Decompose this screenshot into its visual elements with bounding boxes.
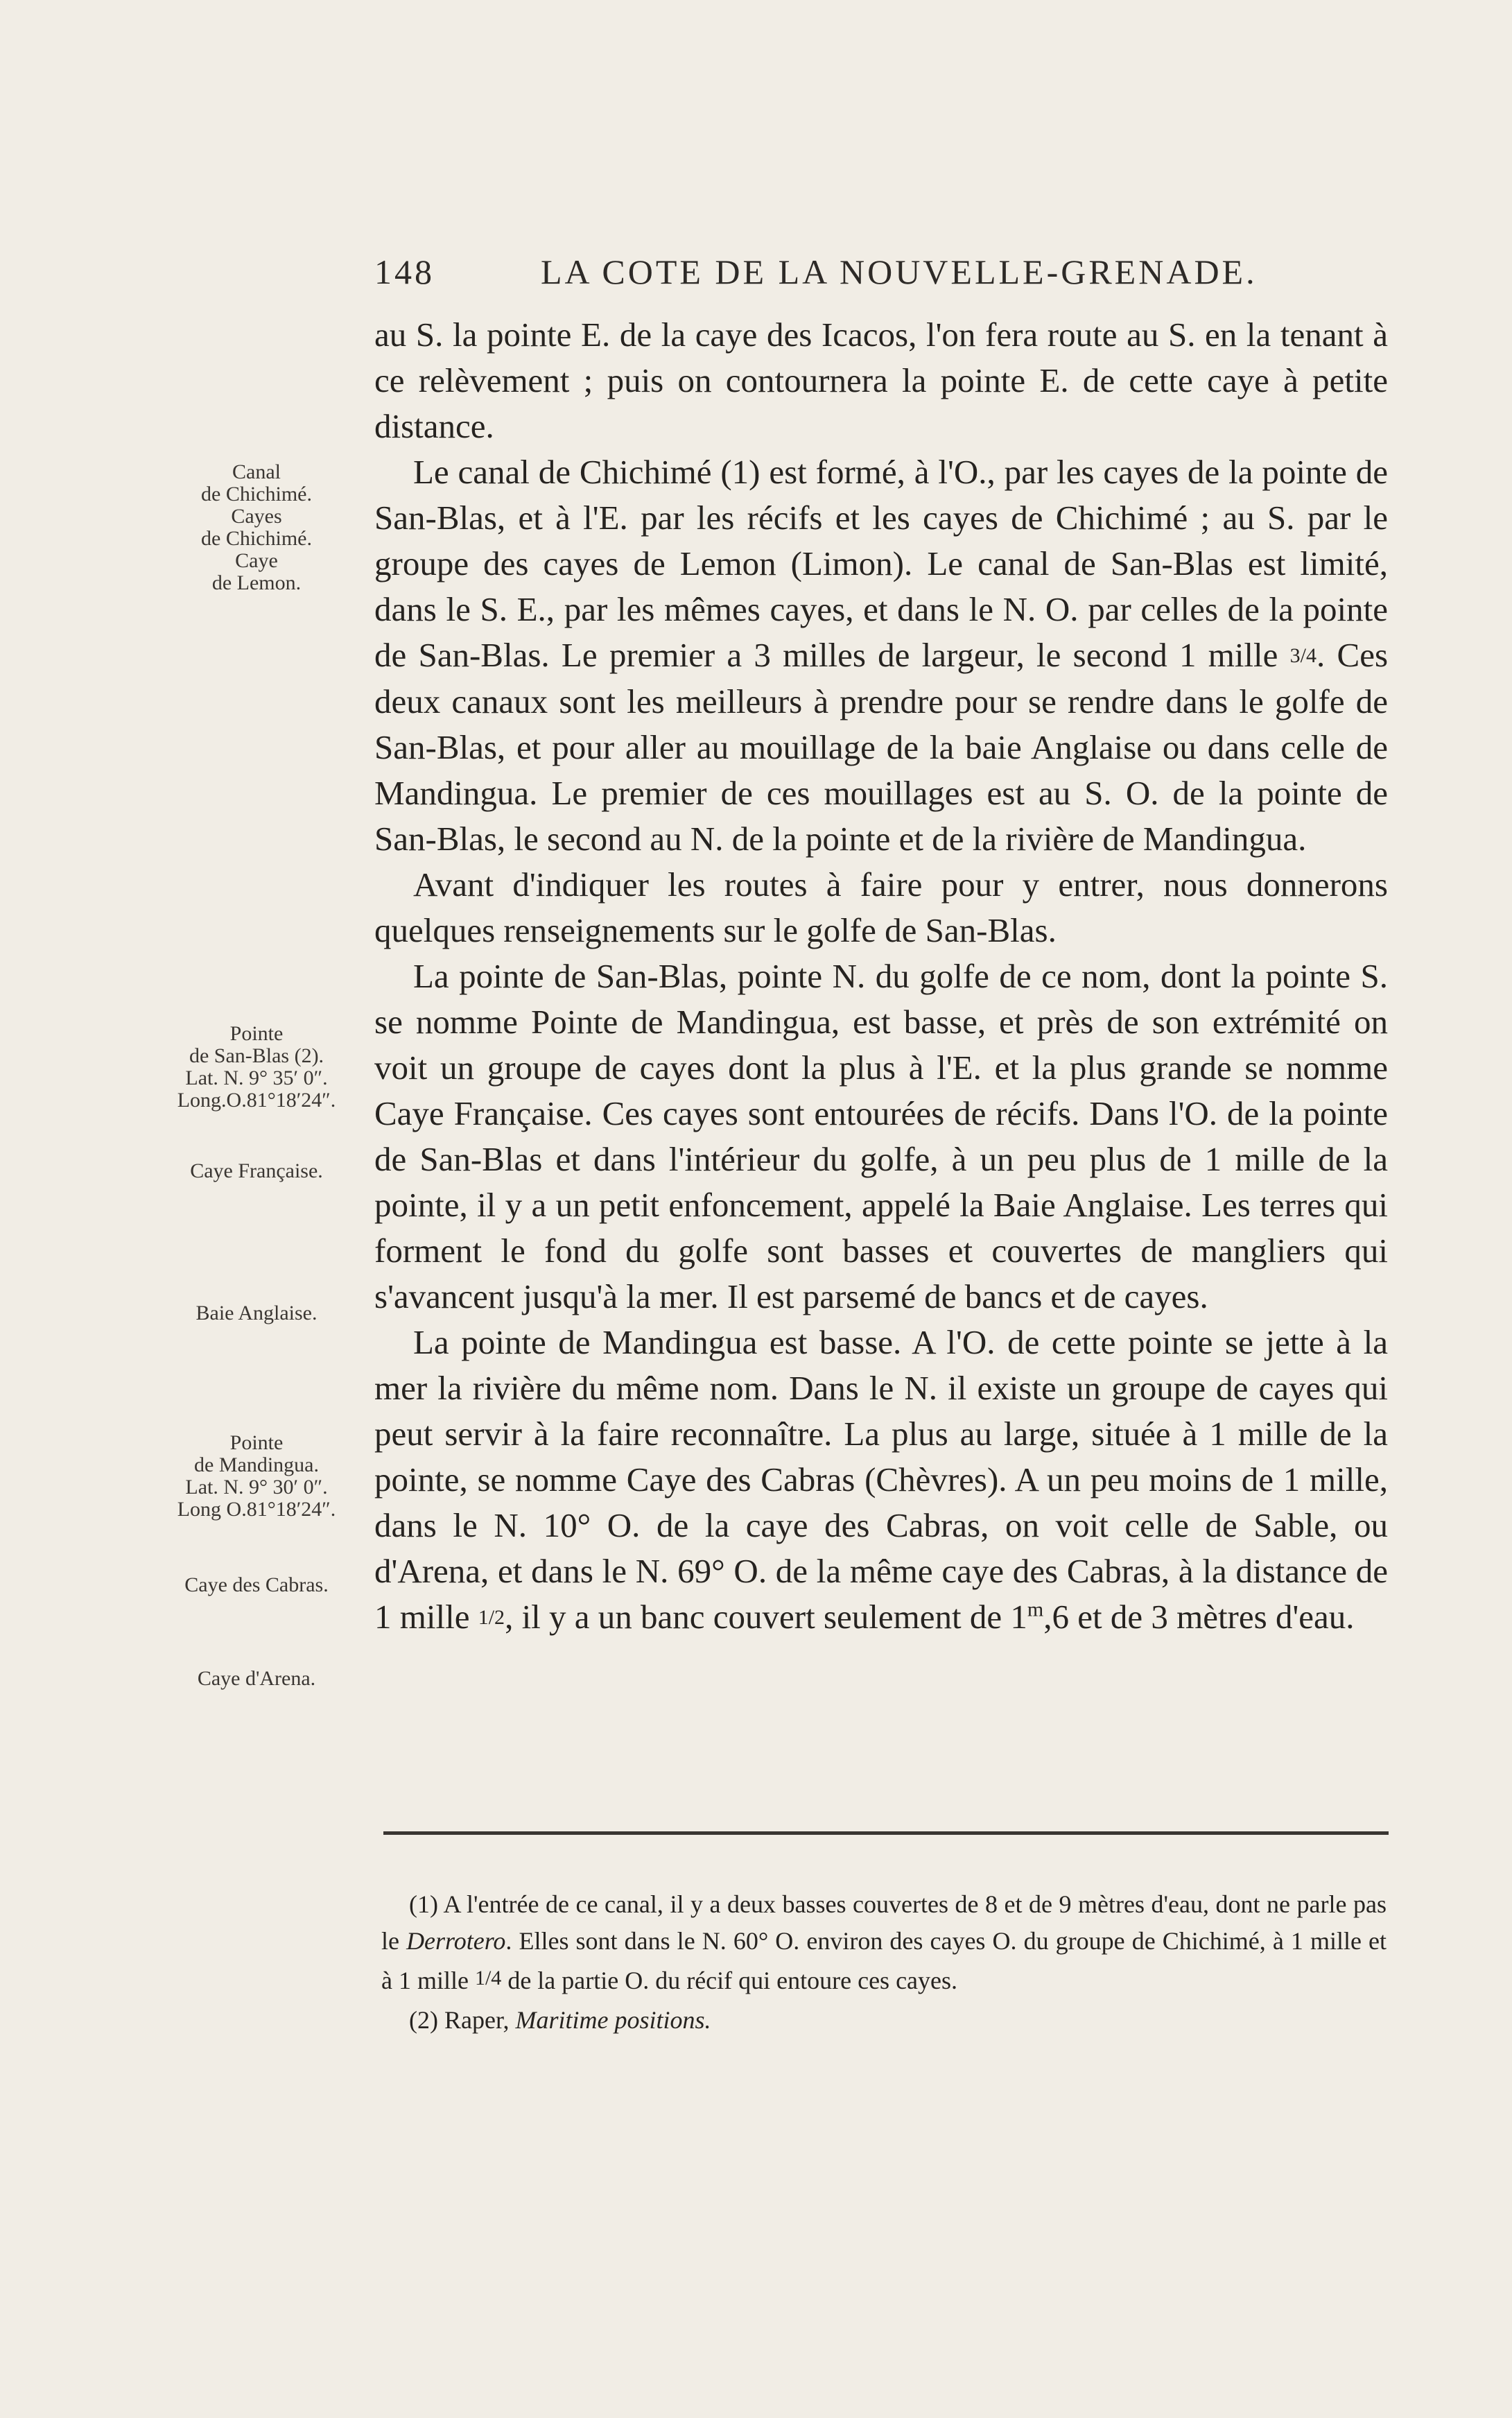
margin-note-baie-anglaise: [153, 1302, 360, 1324]
text-run: Le canal de Chichimé (1) est formé, à l'O., par les cayes de la pointe de San-Blas, et à l'E. par les récifs et les cayes de Chichimé ; au S. par le groupe des cayes de Lemon (Limon). Le canal de San-Blas est limité, dans le S. E., par les mêmes cayes, et dans le N. O. par celles de la pointe de San-Blas. Le premier a 3 milles de largeur, le second 1 mille: [374, 453, 1388, 674]
text-run: de la partie O. du récif qui entoure ces cayes.: [507, 1967, 958, 1994]
text-run: ,6 et de 3 mètres d'eau.: [1043, 1598, 1355, 1636]
italic-text: Derrotero: [406, 1927, 506, 1955]
text-run: , il y a un banc couvert seulement de 1: [505, 1598, 1027, 1636]
margin-note-text: Pointe de Mandingua. Lat. N. 9° 30′ 0″. Long O.81°18′24″.: [177, 1431, 336, 1521]
footnotes: [381, 1886, 1387, 2039]
running-header: [374, 251, 1388, 293]
paragraph-continuation: au S. la pointe E. de la caye des Icacos, l'on fera route au S. en la tenant à ce relèvement ; puis on contournera la pointe E. de cette caye à petite distance.: [374, 316, 1388, 445]
fraction: 1/4: [474, 1967, 502, 1989]
paragraph-pointe-mandingua: [374, 1320, 1388, 1641]
text-run: (2) Raper,: [409, 2006, 510, 2034]
margin-note-text: Caye d'Arena.: [197, 1667, 316, 1690]
margin-note-text: Canal de Chichimé. Cayes de Chichimé. Caye de Lemon.: [201, 460, 312, 594]
text-run: La pointe de Mandingua est basse. A l'O. de cette pointe se jette à la mer la rivière du même nom. Dans le N. il existe un groupe de cayes qui peut servir à la faire reconnaître. La plus au large, située à 1 mille de la pointe, se nomme Caye des Cabras (Chèvres). A un peu moins de 1 mille, dans le N. 10° O. de la caye des Cabras, on voit celle de Sable, ou d'Arena, et dans le N. 69° O. de la même caye des Cabras, à la distance de 1 mille: [374, 1323, 1388, 1636]
margin-note-caye-francaise: [153, 1160, 360, 1182]
margin-note-canal-chichime: [153, 461, 360, 594]
paragraph-canal-chichime: [374, 449, 1388, 862]
footnote-2: [381, 2002, 1387, 2039]
text-run: . Elles sont dans le N. 60° O. environ des cayes O. du groupe de Chichimé, à 1 mille et à 1 mille: [381, 1927, 1387, 1994]
margin-note-pointe-mandingua: [153, 1432, 360, 1521]
margin-note-text: Baie Anglaise.: [195, 1302, 318, 1324]
page-number: 148: [374, 252, 435, 291]
margin-note-text: Caye des Cabras.: [184, 1573, 329, 1596]
margin-note-caye-cabras: [153, 1574, 360, 1596]
footnote-divider: [383, 1831, 1389, 1835]
superscript: m: [1027, 1598, 1044, 1621]
margin-note-text: Caye Française.: [190, 1159, 323, 1182]
margin-note-pointe-san-blas: [153, 1023, 360, 1112]
paragraph-pointe-san-blas: La pointe de San-Blas, pointe N. du golfe de ce nom, dont la pointe S. se nomme Pointe de Mandingua, est basse, et près de son extrémité on voit un groupe de cayes dont la plus à l'E. et la plus grande se nomme Caye Française. Ces cayes sont entourées de récifs. Dans l'O. de la pointe de San-Blas et dans l'intérieur du golfe, à un peu plus de 1 mille de la pointe, il y a un petit enfoncement, appelé la Baie Anglaise. Les terres qui forment le fond du golfe sont basses et couvertes de mangliers qui s'avancent jusqu'à la mer. Il est parsemé de bancs et de cayes.: [374, 957, 1388, 1315]
text-run: . Ces deux canaux sont les meilleurs à prendre pour se rendre dans le golfe de San-Blas, et pour aller au mouillage de la baie Anglaise ou dans celle de Mandingua. Le premier de ces mouillages est au S. O. de la pointe de San-Blas, le second au N. de la pointe et de la rivière de Mandingua.: [374, 636, 1389, 858]
main-text: [374, 312, 1388, 1641]
text-run: (1) A l'entrée de ce canal, il y a deux basses couvertes de 8 et de 9 mètres d'eau, dont ne parle pas le: [381, 1890, 1387, 1955]
italic-text: Maritime positions.: [515, 2006, 711, 2034]
paragraph-avant: Avant d'indiquer les routes à faire pour y entrer, nous donnerons quelques renseignements sur le golfe de San-Blas.: [374, 865, 1388, 949]
margin-note-text: Pointe de San-Blas (2). Lat. N. 9° 35′ 0″. Long.O.81°18′24″.: [177, 1022, 336, 1112]
margin-note-caye-arena: [153, 1668, 360, 1690]
running-title: LA COTE DE LA NOUVELLE-GRENADE.: [541, 252, 1258, 291]
fraction: 3/4: [1289, 644, 1317, 667]
footnote-1: [381, 1886, 1387, 1999]
fraction: 1/2: [478, 1606, 505, 1629]
